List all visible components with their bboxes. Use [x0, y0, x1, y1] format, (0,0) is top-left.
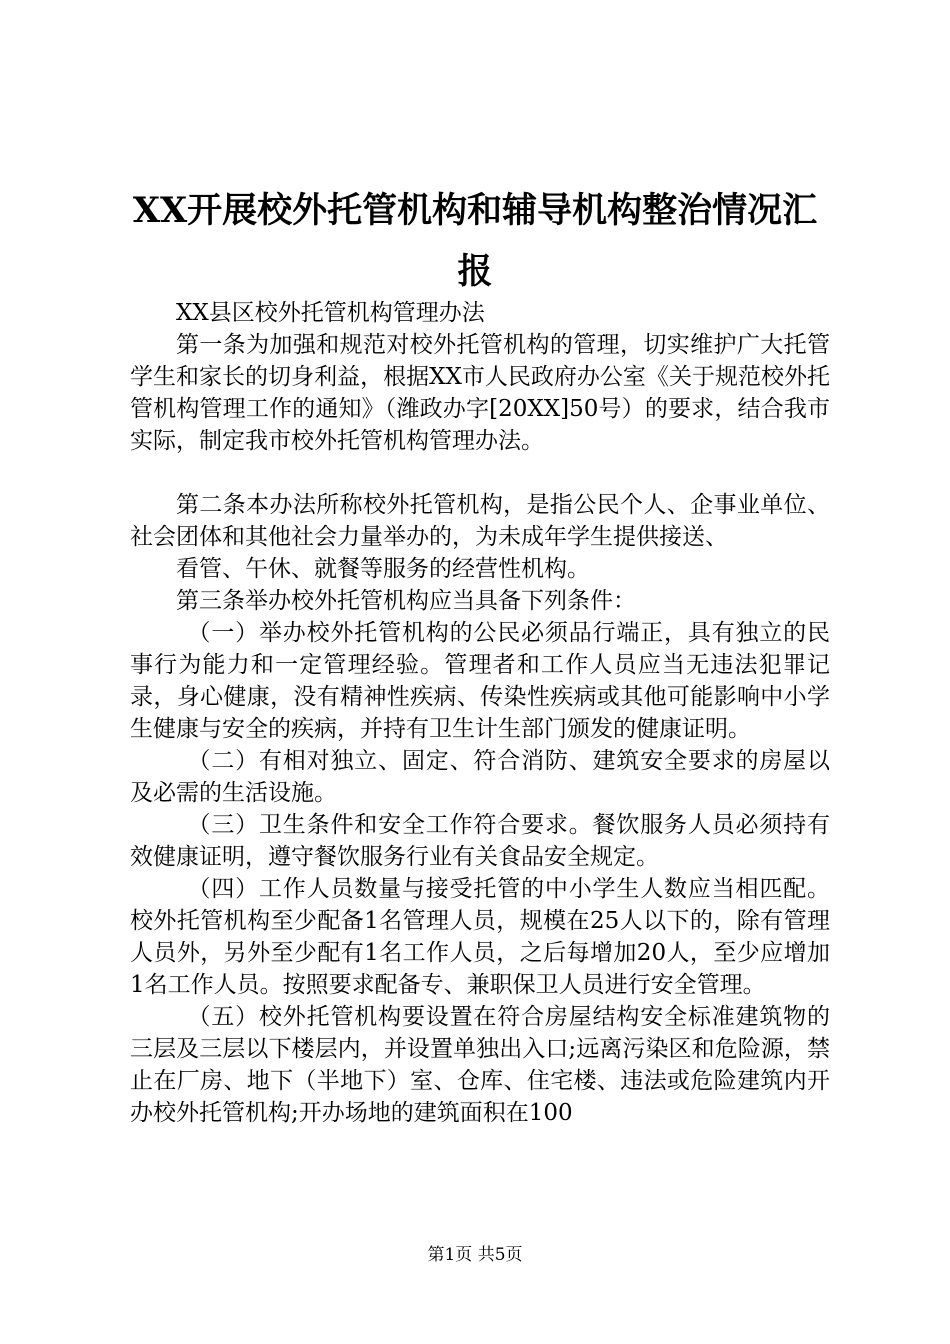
article-1-paragraph: 第一条为加强和规范对校外托管机构的管理，切实维护广大托管学生和家长的切身利益，根据XX市人民政府办公室《关于规范校外托管机构管理工作的通知》（潍政办字[20XX]50号）的要求，结合我市实际，制定我市校外托管机构管理办法。 — [130, 332, 830, 454]
article-2-continued-paragraph: 看管、午休、就餐等服务的经营性机构。 — [176, 556, 590, 582]
article-3-paragraph: 第三条举办校外托管机构应当具备下列条件： — [176, 588, 636, 614]
page-footer: 第1页 共5页 — [427, 1245, 523, 1265]
condition-5-paragraph: （五）校外托管机构要设置在符合房屋结构安全标准建筑物的三层及三层以下楼层内，并设置单独出入口;远离污染区和危险源，禁止在厂房、地下（半地下）室、仓库、住宅楼、违法或危险建筑内开办校外托管机构;开办场地的建筑面积在100 — [130, 1004, 830, 1126]
document-title-continued: 报 — [457, 251, 493, 292]
document-body — [130, 297, 830, 1129]
condition-3-paragraph: （三）卫生条件和安全工作符合要求。餐饮服务人员必须持有效健康证明，遵守餐饮服务行业有关食品安全规定。 — [130, 812, 830, 870]
condition-1-paragraph: （一）举办校外托管机构的公民必须品行端正，具有独立的民事行为能力和一定管理经验。管理者和工作人员应当无违法犯罪记录，身心健康，没有精神性疾病、传染性疾病或其他可能影响中小学生健康与安全的疾病，并持有卫生计生部门颁发的健康证明。 — [130, 620, 830, 742]
article-2-paragraph: 第二条本办法所称校外托管机构，是指公民个人、企事业单位、社会团体和其他社会力量举办的，为未成年学生提供接送、 — [130, 492, 830, 550]
condition-2-paragraph: （二）有相对独立、固定、符合消防、建筑安全要求的房屋以及必需的生活设施。 — [130, 748, 830, 806]
document-title: XX开展校外托管机构和辅导机构整治情况汇 — [132, 190, 818, 231]
document-subtitle: XX县区校外托管机构管理办法 — [176, 300, 485, 326]
condition-4-paragraph: （四）工作人员数量与接受托管的中小学生人数应当相匹配。校外托管机构至少配备1名管理人员，规模在25人以下的，除有管理人员外，另外至少配有1名工作人员，之后每增加20人，至少应增加1名工作人员。按照要求配备专、兼职保卫人员进行安全管理。 — [130, 876, 830, 998]
